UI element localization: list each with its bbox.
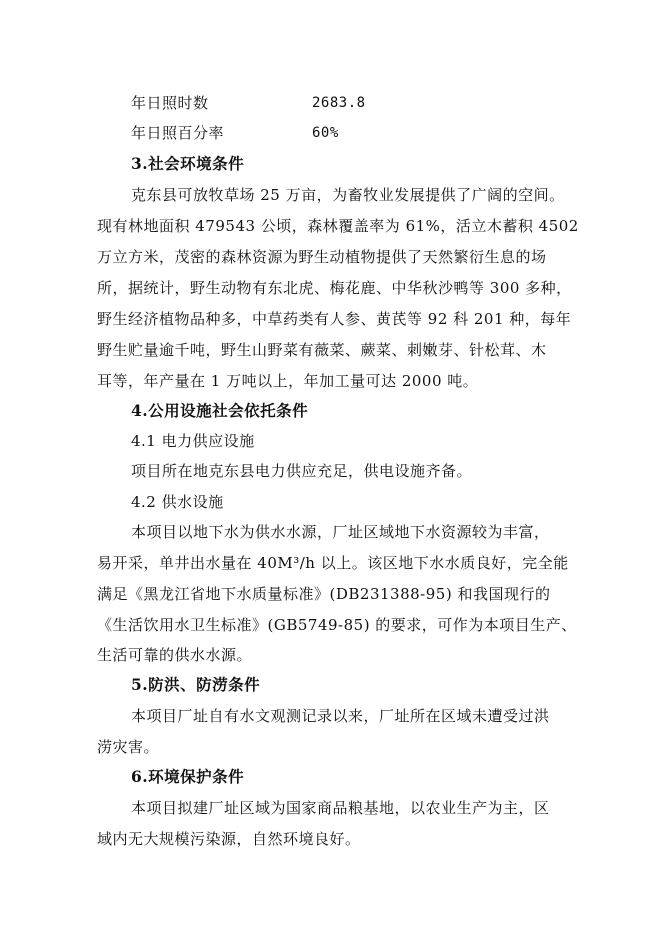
- paragraph-line: 《生活饮用水卫生标准》(GB5749-85) 的要求，可作为本项目生产、: [97, 616, 577, 634]
- paragraph-line: 所，据统计，野生动物有东北虎、梅花鹿、中华秋沙鸭等 300 多种，: [97, 279, 572, 297]
- subsection-title: 4.1 电力供应设施: [131, 432, 255, 450]
- paragraph-line: 本项目以地下水为供水水源，厂址区域地下水资源较为丰富，: [131, 523, 550, 541]
- paragraph-line: 野生贮量逾千吨，野生山野菜有薇菜、蕨菜、刺嫩芽、针松茸、木: [97, 341, 547, 359]
- paragraph-line: 现有林地面积 479543 公顷，森林覆盖率为 61%，活立木蓄积 4502: [97, 217, 579, 235]
- climate-label: 年日照时数: [131, 94, 209, 112]
- paragraph-line: 耳等，年产量在 1 万吨以上，年加工量可达 2000 吨。: [97, 372, 479, 390]
- section-heading: 4.公用设施社会依托条件: [131, 401, 309, 420]
- paragraph-line: 域内无大规模污染源，自然环境良好。: [97, 830, 361, 848]
- subsection-title: 4.2 供水设施: [131, 493, 224, 511]
- paragraph-line: 克东县可放牧草场 25 万亩，为畜牧业发展提供了广阔的空间。: [131, 186, 565, 204]
- paragraph-line: 生活可靠的供水水源。: [97, 646, 253, 664]
- paragraph-line: 本项目拟建厂址区域为国家商品粮基地，以农业生产为主，区: [131, 799, 550, 817]
- paragraph-line: 满足《黑龙江省地下水质量标准》(DB231388-95) 和我国现行的: [97, 585, 551, 603]
- paragraph-line: 项目所在地克东县电力供应充足，供电设施齐备。: [131, 462, 473, 480]
- paragraph-line: 万立方米，茂密的森林资源为野生动植物提供了天然繁衍生息的场: [97, 248, 547, 266]
- climate-value: 60%: [312, 125, 339, 141]
- section-heading: 5.防洪、防涝条件: [131, 675, 261, 694]
- paragraph-line: 野生经济植物品种多，中草药类有人参、黄芪等 92 科 201 种，每年: [97, 310, 572, 328]
- climate-row-sunshine-percentage: [0, 118, 662, 148]
- paragraph-line: 本项目厂址自有水文观测记录以来，厂址所在区域未遭受过洪: [131, 707, 550, 725]
- section-heading: 6.环境保护条件: [131, 767, 245, 786]
- paragraph-line: 涝灾害。: [97, 738, 160, 756]
- section-heading: 3.社会环境条件: [131, 154, 245, 173]
- climate-row-sunshine-hours: [0, 88, 662, 118]
- climate-label: 年日照百分率: [131, 124, 225, 142]
- paragraph-line: 易开采，单井出水量在 40M³/h 以上。该区地下水水质良好，完全能: [97, 554, 569, 572]
- climate-value: 2683.8: [312, 95, 366, 111]
